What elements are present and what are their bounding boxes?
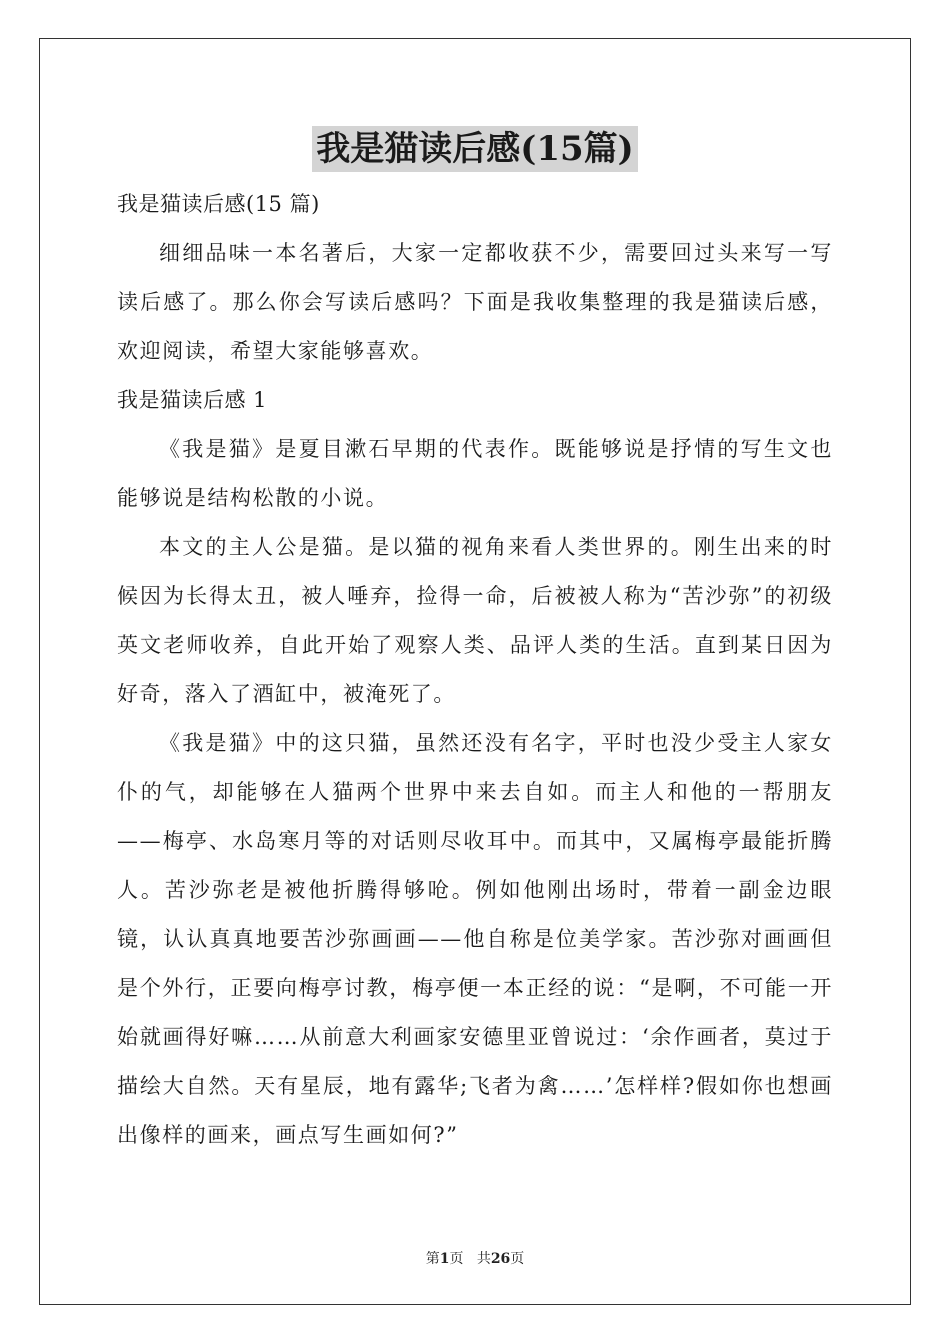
body-paragraph: 《我是猫》是夏目漱石早期的代表作。既能够说是抒情的写生文也能够说是结构松散的小说。 bbox=[117, 437, 833, 510]
title-container bbox=[0, 126, 950, 172]
document-subtitle: 我是猫读后感(15 篇) bbox=[117, 192, 320, 216]
page-prefix: 第 bbox=[425, 1251, 440, 1267]
document-title: 我是猫读后感(15篇) bbox=[312, 126, 638, 172]
total-prefix: 共 bbox=[476, 1251, 491, 1267]
document-body bbox=[117, 180, 833, 1160]
intro-paragraph: 细细品味一本名著后，大家一定都收获不少，需要回过头来写一写读后感了。那么你会写读后感吗？下面是我收集整理的我是猫读后感，欢迎阅读，希望大家能够喜欢。 bbox=[117, 241, 833, 363]
page-footer bbox=[0, 1250, 950, 1268]
page-unit: 页 bbox=[449, 1251, 464, 1267]
page-number: 1 bbox=[439, 1251, 450, 1267]
total-pages: 26 bbox=[490, 1251, 511, 1267]
section-heading: 我是猫读后感 1 bbox=[117, 388, 268, 412]
body-paragraph: 《我是猫》中的这只猫，虽然还没有名字，平时也没少受主人家女仆的气，却能够在人猫两个世界中来去自如。而主人和他的一帮朋友——梅亭、水岛寒月等的对话则尽收耳中。而其中，又属梅亭最能折腾人。苦沙弥老是被他折腾得够呛。例如他刚出场时，带着一副金边眼镜，认认真真地要苦沙弥画画——他自称是位美学家。苦沙弥对画画但是个外行，正要向梅亭讨教，梅亭便一本正经的说：“是啊，不可能一开始就画得好嘛……从前意大利画家安德里亚曾说过：‘余作画者，莫过于描绘大自然。天有星辰，地有露华;飞者为禽……’怎样样?假如你也想画出像样的画来，画点写生画如何?” bbox=[117, 731, 833, 1147]
body-paragraph: 本文的主人公是猫。是以猫的视角来看人类世界的。刚生出来的时候因为长得太丑，被人唾弃，捡得一命，后被被人称为“苦沙弥”的初级英文老师收养，自此开始了观察人类、品评人类的生活。直到某日因为好奇，落入了酒缸中，被淹死了。 bbox=[117, 535, 833, 706]
total-unit: 页 bbox=[510, 1251, 525, 1267]
